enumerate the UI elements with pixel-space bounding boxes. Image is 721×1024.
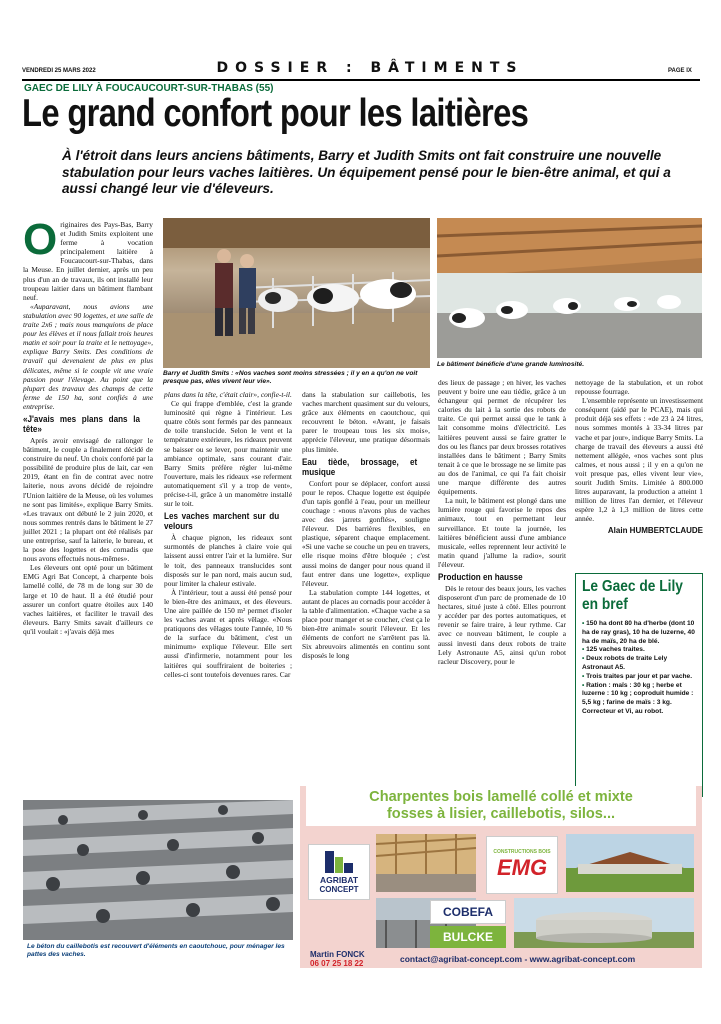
list-item: • Ration : maïs : 30 kg ; herbe et luzerne : 10 kg ; coproduit humide : 5,5 kg ; farine de maïs : 3 kg. Correcteur et Vi, au robot. — [582, 682, 696, 717]
cobefa-name: COBEFA — [442, 905, 493, 919]
issue-date: VENDREDI 25 MARS 2022 — [22, 68, 96, 74]
ad-headline-line2: fosses à lisier, caillebotis, silos... — [386, 805, 616, 822]
subheading: Les vaches marchent sur du velours — [164, 511, 280, 532]
photo1-caption: Barry et Judith Smits : «Nos vaches sont moins stressées ; il y en a qu'on ne voit presque pas, elles vivent leur vie». — [163, 370, 418, 386]
photo-slatted-floor — [23, 800, 293, 940]
article-column-1 — [23, 215, 153, 636]
list-item: • Trois traites par jour et par vache. — [582, 673, 696, 682]
article-title: Le grand confort pour les laitières — [22, 92, 529, 135]
article-column-5 — [575, 378, 703, 535]
emg-tagline: CONSTRUCTIONS BOIS — [493, 849, 551, 855]
paragraph: Dès le retour des beaux jours, les vaches disposeront d'un parc de promenade de 10 hectares, situé juste à côté. Elles pourront y accéder par des portes automatiques, et revenir se faire traire, à leur rythme. Car avec ce nouveau bâtiment, le couple a aussi investi dans deux robots de traite Lely Astronaute A5, ainsi qu'un robot racleur Discovery, pour le — [438, 583, 566, 666]
paragraph: À l'intérieur, tout a aussi été pensé pour le bien-être des animaux, et des éleveurs. Une aire paillée de 150 m² permet d'isoler les vaches avant et après vêlage. «Nous pratiquons des vêlages toute l'année, 10 % de la surface du bâtiment, c'est un minimum» explique l'éleveur. Elle sert aussi d'infirmerie, notamment pour les laitières qui souffriraient de boiteries ; celles-ci sont toutefois devenues rares. Car — [164, 587, 292, 679]
author-signature: Alain HUMBERTCLAUDE — [607, 525, 703, 535]
photo3-caption: Le béton du caillebotis est recouvert d'éléments en caoutchouc, pour ménager les pattes des vaches. — [27, 943, 285, 959]
bulcke-logo — [430, 926, 506, 948]
ad-photo-hall — [376, 834, 476, 892]
paragraph: plans dans la tête, c'était clair», confie-t-il. — [164, 390, 292, 399]
emg-logo — [486, 836, 558, 894]
ad-contact-phone: 06 07 25 18 22 — [310, 959, 364, 968]
article-column-3 — [302, 390, 430, 661]
ad-contact-name: Martin FONCK — [310, 950, 365, 959]
paragraph: Les éleveurs ont opté pour un bâtiment EMG Agri Bat Concept, à charpente bois lamellé collé, de 78 m de long sur 30 de large et 10 de haut. Il a été étudié pour assurer un confort quatre étoiles aux 140 vaches laitières, et faciliter le travail des éleveurs. Barry Smits savait d'ailleurs ce qu'il voulait : «j'avais déjà mes — [23, 563, 153, 636]
list-item: • 150 ha dont 80 ha d'herbe (dont 10 ha de ray gras), 10 ha de luzerne, 40 ha de maïs, 20 ha de blé. — [582, 620, 696, 646]
bulcke-name: BULCKE — [443, 930, 493, 944]
list-item: • 125 vaches traites. — [582, 646, 696, 655]
photo-barry-judith — [163, 218, 430, 368]
ad-photo-exterior — [566, 834, 694, 892]
list-item: • Deux robots de traite Lely Astronaut A5. — [582, 655, 696, 673]
paragraph: des lieux de passage ; en hiver, les vaches peuvent y boire une eau tiédie, grâce à un échangeur qui permet de récupérer les calories du lait à la sortie des robots de traite. Ce qui permet aussi que le tank à lait consomme moins d'électricité. Les laitières peuvent aussi se faire gratter le dos ou les flancs par deux brosses rotatives installées dans le bâtiment ; Barry Smits tenait à ce que le brossage ne se limite pas au dos de l'animal, ce qui l'a fait choisir une marque différente des autres équipements. — [438, 378, 566, 497]
paragraph: La nuit, le bâtiment est plongé dans une lumière rouge qui favorise le repos des animaux, tout en permettant leur surveillance. Et toute la journée, les laitières bénéficient aussi d'une ambiance musicale, «elles reprennent leur activité le matin quand j'allume la radio», sourit l'éleveur. — [438, 496, 566, 569]
en-bref-subtitle: en bref — [582, 596, 628, 613]
photo2-caption: Le bâtiment bénéficie d'une grande luminosité. — [437, 361, 585, 368]
en-bref-box — [575, 573, 703, 797]
subheading: Production en hausse — [438, 571, 523, 582]
drop-cap: O — [23, 215, 58, 264]
agribat-sub: CONCEPT — [319, 884, 359, 894]
paragraph: Confort pour se déplacer, confort aussi pour le repos. Chaque logette est équipée d'un tapis gonflé à l'eau, pour un meilleur couchage : «nous n'avons plus de vaches avec des jarrets gonflés», souligne l'éleveur. Des barrières flexibles, en plastique, séparent chaque emplacement. «Si une vache se couche un peu en travers, elle risque moins d'être bloquée ; c'est aussi moins de danger pour nous quand il faut entrer dans une logette», explique l'éleveur. — [302, 478, 430, 588]
header-rule — [22, 79, 700, 81]
paragraph: riginaires des Pays-Bas, Barry et Judith Smits exploitent une ferme à vocation principalement laitière à Foucaucourt-sur-Thabas, dans la Meuse. En juillet dernier, après un peu plus d'un an de travaux, ils ont installé leur troupeau laitier dans un bâtiment flambant neuf. — [23, 220, 153, 302]
ad-headline — [306, 786, 696, 826]
subheading: Eau tiède, brossage, et musique — [302, 456, 418, 477]
paragraph: À chaque pignon, les rideaux sont surmontés de planches à claire voie qui laissent aussi entrer l'air et la lumière. Sur le toit, des panneaux translucides sont disposés sur le pan nord, mais aucun sud, pour limiter la chaleur estivale. — [164, 533, 292, 588]
ad-headline-line1: Charpentes bois lamellé collé et mixte — [369, 788, 633, 805]
page-number: PAGE IX — [668, 68, 692, 74]
paragraph: La stabulation compte 144 logettes, et autant de places au cornadis pour accéder à la table d'alimentation. «Chaque vache a sa place pour manger et se coucher, c'est ça le bien-être animal» sourit l'éleveur. Et les éléments de confort ne s'arrêtent pas là. Six abreuvoirs alimentés en continu sont disposés le long — [302, 587, 430, 661]
subheading: «J'avais mes plans dans la tête» — [23, 413, 140, 434]
paragraph: Ce qui frappe d'emblée, c'est la grande luminosité qui règne à l'intérieur. Les quatre côtés sont fermés par des panneaux de toile translucide. Selon le vent et la température extérieure, les rideaux peuvent se baisser ou se lever, pour maintenir une ambiance optimale, sans courant d'air. Barry Smits préfère régler lui-même l'ouverture, mais les rideaux «se referment automatiquement s'il y a trop de vent», précise-t-il, grâce à un manomètre installé sur le toit. — [164, 399, 292, 509]
paragraph: «Auparavant, nous avions une stabulation avec 90 logettes, et une salle de traite 2x6 ; mais nous manquions de place pour les élèves et il nous fallait trois heures matin et soir pour la traite et le nettoyage», explique Barry Smits. Des conditions de travail qui devenaient de plus en plus délicates, même si le couple vit une vraie passion pour l'élevage. Au point que la plupart des travaux des champs de cette ferme de 150 ha, sont confiés à une entreprise. — [23, 301, 153, 411]
en-bref-list — [582, 620, 696, 717]
paragraph: nettoyage de la stabulation, et un robot repousse fourrage. — [575, 378, 703, 397]
cobefa-logo — [430, 900, 506, 924]
agribat-name: AGRIBAT — [319, 874, 359, 885]
paragraph: dans la stabulation sur caillebotis, les vaches marchent quasiment sur du velours, grâce aux éléments en caoutchouc, qui recouvrent le béton. «Avant, je faisais parer le troupeau tous les six mois», apprécie l'éleveur, une pratique désormais plus limitée. — [302, 390, 430, 454]
ad-photo-silo — [514, 898, 694, 948]
paragraph: L'ensemble représente un investissement conséquent (aidé par le PCAE), mais qui produit déjà ses effets : «de 23 à 24 litres, nous sommes montés à 33-34 litres par vache et par jour», indique Barry Smits. La charge de travail des éleveurs a aussi été nettement allégée, «nos vaches sont plus calmes, et nous aussi ; il y en a qu'on ne voit presque pas, elles vivent leur vie», sourit Judith Smits. Limitée à 800.000 litres auparavant, la production a atteint 1 million de litres l'an dernier, et l'éleveur espère 1,2 à 1,3 million de litres cette année. — [575, 396, 703, 524]
ad-contact-web[interactable]: contact@agribat-concept.com - www.agribat-concept.com — [400, 954, 636, 964]
en-bref-title: Le Gaec de Lily — [582, 578, 683, 595]
agribat-logo — [308, 844, 370, 900]
article-kicker: GAEC DE LILY À FOUCAUCOURT-SUR-THABAS (55) — [24, 83, 274, 94]
article-column-2 — [164, 390, 292, 679]
emg-name: EMG — [496, 855, 548, 880]
section-title: DOSSIER : BÂTIMENTS — [216, 60, 524, 76]
agribat-mark-icon — [325, 851, 353, 873]
paragraph: Après avoir envisagé de rallonger le bâtiment, le couple a finalement décidé de construire du neuf. Un choix conforté par la possibilité de produire plus de lait, car «en 2019, étant en fin de contrat avec notre laiterie, nous avons décidé de rejoindre l'Union laitière de la Meuse, où les volumes ne sont pas limités», explique Barry Smits. «Les travaux ont débuté le 2 juin 2020, et nous sommes rentrés dans le bâtiment le 27 juillet 2021 ; la plupart ont été réalisés par une entreprise, sauf la laiterie, le bureau, et la pose des logettes et des cornadis que nous avons effectués nous-mêmes». — [23, 435, 153, 564]
advertisement — [300, 786, 702, 968]
photo-building — [437, 218, 702, 358]
article-lead: À l'étroit dans leurs anciens bâtiments, Barry et Judith Smits ont fait construire une nouvelle stabulation pour leurs vaches laitières. Un équipement pensé pour le bien-être animal, et qui a aussi changé leur vie d'éleveurs. — [62, 148, 671, 196]
article-column-4 — [438, 378, 566, 666]
